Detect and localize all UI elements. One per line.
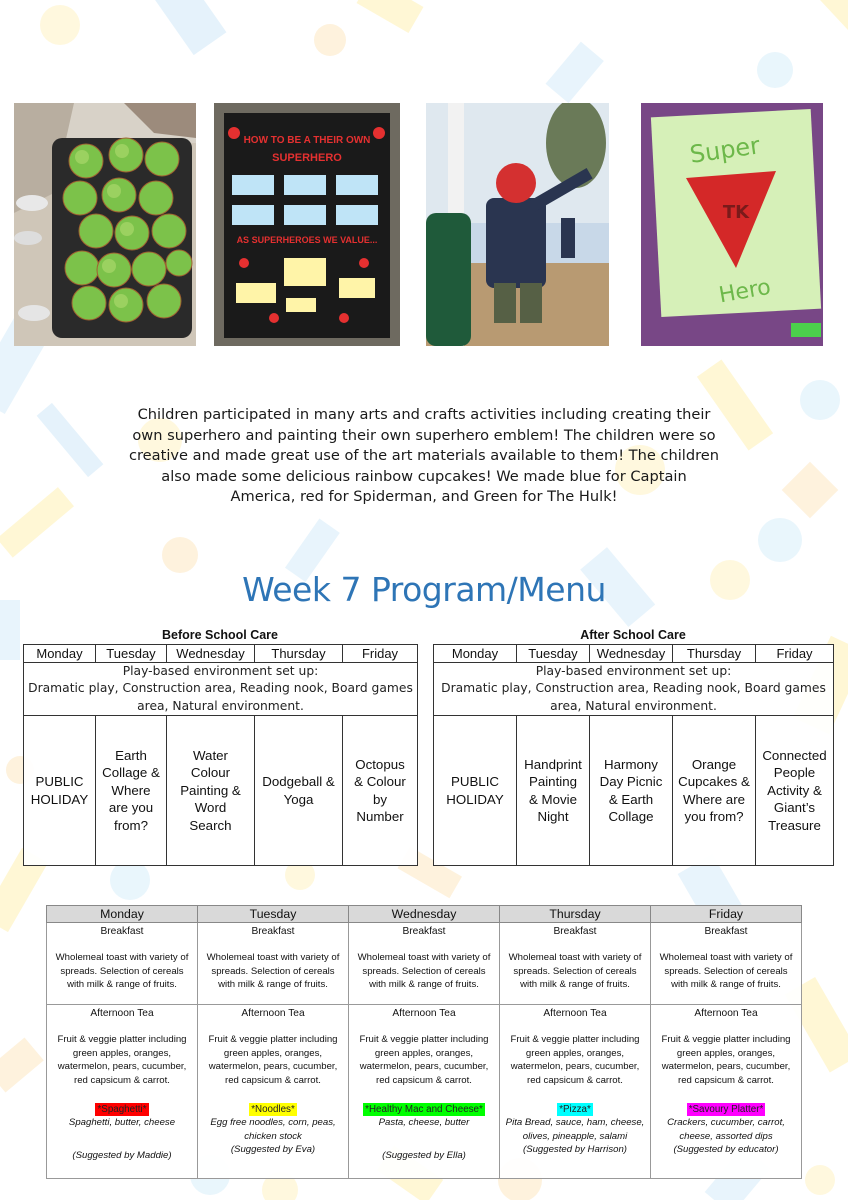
activity-cell: PUBLIC HOLIDAY	[434, 716, 517, 866]
svg-text:HOW TO BE A THEIR OWN: HOW TO BE A THEIR OWN	[243, 135, 371, 146]
afternoon-tea-cell	[349, 1005, 500, 1179]
activity-cell: Harmony Day Picnic & Earth Collage	[590, 716, 673, 866]
svg-text:Hero: Hero	[717, 274, 773, 309]
setup-line: Play-based environment set up:	[122, 664, 319, 679]
setup-line: area, Natural environment.	[137, 698, 304, 713]
day-header: Tuesday	[517, 645, 590, 663]
caption-line: also made some delicious rainbow cupcakes! We made blue for Captain	[161, 467, 687, 485]
svg-text:TK: TK	[722, 202, 750, 223]
afternoon-tea-row	[47, 1005, 802, 1179]
table-header-row	[24, 645, 418, 663]
photo-child-superhero-mask	[426, 103, 609, 346]
menu-table	[46, 905, 802, 1179]
afternoon-tea-cell	[500, 1005, 651, 1179]
dish-name: *Healthy Mac and Cheese*	[365, 1104, 483, 1116]
day-header: Friday	[756, 645, 834, 663]
day-header: Wednesday	[590, 645, 673, 663]
breakfast-cell	[198, 923, 349, 1005]
afternoon-tea-label: Afternoon Tea	[694, 1008, 758, 1019]
breakfast-label: Breakfast	[553, 926, 597, 937]
afternoon-tea-desc: Fruit & veggie platter including green apples, oranges, watermelon, pears, cucumber, red capsicum & carrot.	[510, 1034, 640, 1086]
activity-cell: Octopus & Colour by Number	[343, 716, 418, 866]
suggested-by: (Suggested by Ella)	[382, 1149, 466, 1161]
day-header: Thursday	[673, 645, 756, 663]
after-care-title: After School Care	[580, 628, 686, 642]
dish-ingredients: Crackers, cucumber, carrot, cheese, assorted dips	[667, 1117, 785, 1142]
breakfast-cell	[349, 923, 500, 1005]
table-row	[434, 663, 834, 716]
table-header-row	[47, 906, 802, 923]
before-care-title: Before School Care	[161, 628, 278, 642]
setup-cell	[24, 663, 418, 716]
breakfast-label: Breakfast	[100, 926, 144, 937]
suggested-by: (Suggested by Harrison)	[523, 1144, 627, 1156]
setup-line: area, Natural environment.	[550, 698, 717, 713]
day-header: Tuesday	[198, 906, 349, 923]
setup-line: Dramatic play, Construction area, Reading nook, Board games	[28, 681, 413, 696]
activity-cell: Earth Collage & Where are you from?	[96, 716, 167, 866]
day-header: Monday	[47, 906, 198, 923]
activity-cell: Dodgeball & Yoga	[255, 716, 343, 866]
setup-line: Dramatic play, Construction area, Reading nook, Board games	[441, 681, 826, 696]
setup-cell	[434, 663, 834, 716]
afternoon-tea-desc: Fruit & veggie platter including green apples, oranges, watermelon, pears, cucumber, red capsicum & carrot.	[57, 1034, 187, 1086]
dish-name: *Savoury Platter*	[688, 1104, 764, 1116]
afternoon-tea-label: Afternoon Tea	[543, 1008, 607, 1019]
table-header-row	[434, 645, 834, 663]
suggested-by: (Suggested by educator)	[673, 1144, 779, 1156]
day-header: Wednesday	[349, 906, 500, 923]
day-header: Friday	[651, 906, 802, 923]
table-row	[434, 716, 834, 866]
suggested-by: (Suggested by Eva)	[230, 1144, 316, 1156]
activity-cell: Orange Cupcakes & Where are you from?	[673, 716, 756, 866]
day-header: Wednesday	[167, 645, 255, 663]
caption-line: Children participated in many arts and crafts activities including creating their	[137, 406, 711, 423]
day-header: Friday	[343, 645, 418, 663]
afternoon-tea-desc: Fruit & veggie platter including green apples, oranges, watermelon, pears, cucumber, red capsicum & carrot.	[208, 1034, 338, 1086]
dish-ingredients: Spaghetti, butter, cheese	[68, 1117, 176, 1129]
activity-caption	[110, 405, 738, 508]
photo-superhero-poster	[214, 103, 400, 346]
svg-text:SUPERHERO: SUPERHERO	[272, 152, 342, 164]
breakfast-desc: Wholemeal toast with variety of spreads. Selection of cereals with milk & range of fruits.	[206, 952, 340, 991]
dish-name: *Pizza*	[559, 1104, 591, 1116]
setup-line: Play-based environment set up:	[535, 664, 732, 679]
caption-line: own superhero and painting their own superhero emblem! The children were so	[132, 426, 716, 444]
after-care-table	[433, 644, 834, 866]
photo-rainbow-cupcakes	[14, 103, 196, 346]
breakfast-row	[47, 923, 802, 1005]
dish-ingredients: Egg free noodles, corn, peas, chicken stock	[210, 1117, 336, 1142]
day-header: Monday	[434, 645, 517, 663]
activity-cell: Water Colour Painting & Word Search	[167, 716, 255, 866]
afternoon-tea-cell	[47, 1005, 198, 1179]
afternoon-tea-cell	[651, 1005, 802, 1179]
breakfast-desc: Wholemeal toast with variety of spreads. Selection of cereals with milk & range of fruits.	[508, 952, 642, 991]
photo-superhero-painting	[641, 103, 823, 346]
breakfast-label: Breakfast	[704, 926, 748, 937]
activity-cell: Handprint Painting & Movie Night	[517, 716, 590, 866]
caption-line: America, red for Spiderman, and Green for The Hulk!	[230, 488, 618, 505]
afternoon-tea-desc: Fruit & veggie platter including green apples, oranges, watermelon, pears, cucumber, red capsicum & carrot.	[359, 1034, 489, 1086]
afternoon-tea-label: Afternoon Tea	[241, 1008, 305, 1019]
afternoon-tea-label: Afternoon Tea	[90, 1008, 154, 1019]
breakfast-desc: Wholemeal toast with variety of spreads. Selection of cereals with milk & range of fruits.	[55, 952, 189, 991]
day-header: Tuesday	[96, 645, 167, 663]
activity-cell: PUBLIC HOLIDAY	[24, 716, 96, 866]
afternoon-tea-cell	[198, 1005, 349, 1179]
week-title: Week 7 Program/Menu	[242, 570, 606, 609]
afternoon-tea-desc: Fruit & veggie platter including green apples, oranges, watermelon, pears, cucumber, red capsicum & carrot.	[661, 1034, 791, 1086]
svg-text:AS SUPERHEROES WE VALUE...: AS SUPERHEROES WE VALUE...	[236, 235, 378, 245]
activity-cell: Connected People Activity & Giant’s Treasure	[756, 716, 834, 866]
day-header: Monday	[24, 645, 96, 663]
breakfast-cell	[47, 923, 198, 1005]
breakfast-label: Breakfast	[402, 926, 446, 937]
breakfast-cell	[651, 923, 802, 1005]
day-header: Thursday	[255, 645, 343, 663]
dish-name: *Noodles*	[251, 1104, 295, 1116]
breakfast-desc: Wholemeal toast with variety of spreads. Selection of cereals with milk & range of fruits.	[659, 952, 793, 991]
table-row	[24, 663, 418, 716]
day-header: Thursday	[500, 906, 651, 923]
dish-ingredients: Pasta, cheese, butter	[378, 1117, 470, 1129]
afternoon-tea-label: Afternoon Tea	[392, 1008, 456, 1019]
before-care-table	[23, 644, 418, 866]
breakfast-label: Breakfast	[251, 926, 295, 937]
table-row	[24, 716, 418, 866]
suggested-by: (Suggested by Maddie)	[72, 1149, 172, 1161]
svg-text:Super: Super	[688, 131, 762, 169]
dish-name: *Spaghetti*	[97, 1104, 147, 1116]
dish-ingredients: Pita Bread, sauce, ham, cheese, olives, pineapple, salami	[505, 1117, 645, 1142]
caption-line: creative and made great use of the art materials available to them! The children	[128, 447, 720, 464]
breakfast-cell	[500, 923, 651, 1005]
breakfast-desc: Wholemeal toast with variety of spreads. Selection of cereals with milk & range of fruits.	[357, 952, 491, 991]
